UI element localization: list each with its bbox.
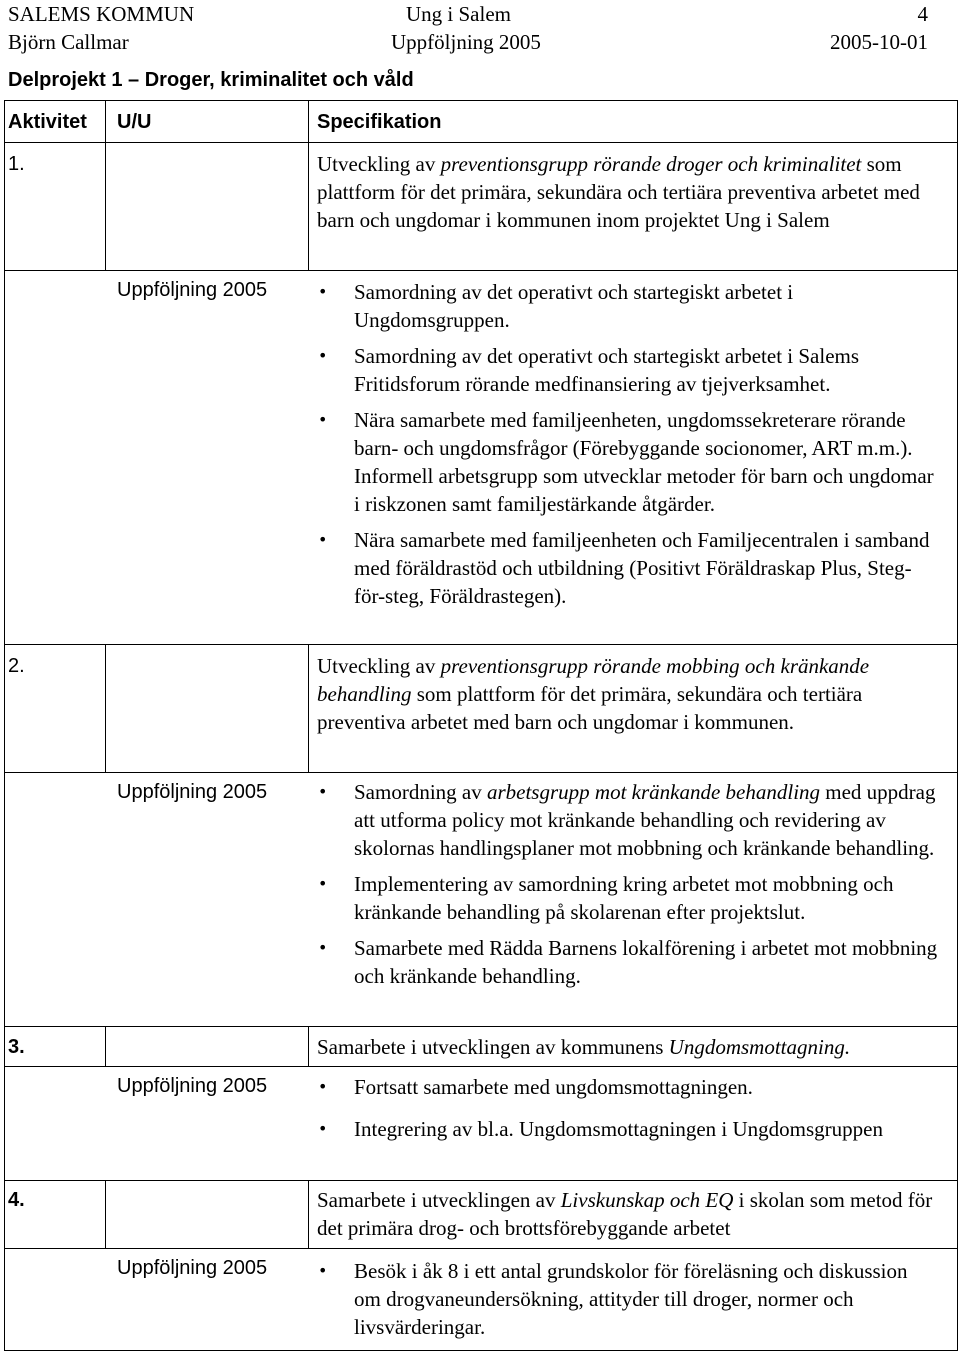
activity-2-number: 2. — [8, 655, 25, 677]
activity-3-divider-b — [308, 1026, 309, 1066]
activity-3-followup-list — [318, 1073, 938, 1151]
activity-4-spec: Samarbete i utvecklingen av Livskunskap och EQ i skolan som metod för det primära drog- och brottsförebyggande arbetet — [317, 1188, 933, 1240]
document-date: 2005-10-01 — [830, 30, 928, 54]
page-header-row-2 — [8, 28, 928, 56]
activity-4-divider-a — [105, 1180, 106, 1248]
activity-4-followup-list — [318, 1257, 938, 1349]
activity-2-divider-b — [308, 644, 309, 772]
activity-4-top-rule — [4, 1180, 958, 1181]
list-item: • Fortsatt samarbete med ungdomsmottagningen. — [318, 1073, 938, 1101]
activity-1-divider-b — [308, 142, 309, 270]
list-item: • Samarbete med Rädda Barnens lokalförening i arbetet mot mobbning och kränkande behandling. — [318, 934, 938, 990]
table-top-rule — [4, 100, 958, 101]
activity-4-number: 4. — [8, 1189, 25, 1211]
table-header-rule — [4, 142, 958, 143]
list-item: • Integrering av bl.a. Ungdomsmottagningen i Ungdomsgruppen — [318, 1115, 938, 1143]
activity-1-spec: Utveckling av preventionsgrupp rörande droger och kriminalitet som plattform för det primära, sekundära och tertiära preventiva arbetet med barn och ungdomar i kommunen inom projektet Ung i Salem — [317, 152, 920, 232]
list-item: • Samordning av det operativt och startegiskt arbetet i Ungdomsgruppen. — [318, 278, 938, 334]
list-item: • Implementering av samordning kring arbetet mot mobbning och kränkande behandling på skolarenan efter projektslut. — [318, 870, 938, 926]
list-item: • Besök i åk 8 i ett antal grundskolor för föreläsning och diskussion om drogvaneundersökning, attityder till droger, normer och livsvärderingar. — [318, 1257, 938, 1341]
activity-2-spec: Utveckling av preventionsgrupp rörande mobbing och kränkande behandling som plattform för det primära, sekundära och tertiära preventiva arbetet med barn och ungdomar i kommunen. — [317, 654, 870, 734]
document-name: Uppföljning 2005 — [391, 30, 541, 54]
activity-1-followup-list — [318, 278, 938, 618]
activity-3-followup-label: Uppföljning 2005 — [117, 1075, 268, 1097]
activity-3-number: 3. — [8, 1036, 25, 1058]
page-header-row-1 — [8, 0, 928, 28]
activity-1-followup-label: Uppföljning 2005 — [117, 279, 268, 301]
section-title: Delprojekt 1 – Droger, kriminalitet och våld — [8, 69, 414, 91]
col-header-spec: Specifikation — [317, 111, 442, 133]
col-divider-2 — [308, 100, 309, 142]
list-item: • Nära samarbete med familjeenheten, ungdomssekreterare rörande barn- och ungdomsfrågor (Förebyggande socionomer, ART m.m.). Informell arbetsgrupp som utvecklar metoder för barn och ungdomar i riskzonen samt familjestärkande åtgärder. — [318, 406, 938, 518]
activity-2-followup-label: Uppföljning 2005 — [117, 781, 268, 803]
org-name: SALEMS KOMMUN — [8, 2, 195, 26]
activity-3-top-rule — [4, 1026, 958, 1027]
activity-2-divider-a — [105, 644, 106, 772]
col-header-uu: U/U — [117, 111, 152, 133]
col-header-activity: Aktivitet — [8, 111, 87, 133]
activity-3-rule — [4, 1066, 958, 1067]
activity-1-rule — [4, 270, 958, 271]
activity-4-followup-label: Uppföljning 2005 — [117, 1257, 268, 1279]
activity-1-number: 1. — [8, 153, 25, 175]
list-item: • Samordning av arbetsgrupp mot kränkande behandling med uppdrag att utforma policy mot kränkande behandling och revidering av skolornas handlingsplaner mot mobbning och kränkande behandling. — [318, 778, 938, 862]
activity-4-rule — [4, 1248, 958, 1249]
author-name: Björn Callmar — [8, 30, 129, 54]
activity-3-divider-a — [105, 1026, 106, 1066]
col-divider-1 — [105, 100, 106, 142]
activity-3-spec: Samarbete i utvecklingen av kommunens Ungdomsmottagning. — [317, 1035, 851, 1059]
project-name: Ung i Salem — [406, 2, 511, 26]
activity-2-followup-list — [318, 778, 938, 998]
activity-2-top-rule — [4, 644, 958, 645]
activity-2-rule — [4, 772, 958, 773]
activity-4-divider-b — [308, 1180, 309, 1248]
list-item: • Nära samarbete med familjeenheten och Familjecentralen i samband med föräldrastöd och utbildning (Positivt Föräldraskap Plus, Steg-för-steg, Föräldrastegen). — [318, 526, 938, 610]
activity-1-divider-a — [105, 142, 106, 270]
list-item: • Samordning av det operativt och startegiskt arbetet i Salems Fritidsforum rörande medfinansiering av tjejverksamhet. — [318, 342, 938, 398]
page-number: 4 — [917, 2, 928, 26]
